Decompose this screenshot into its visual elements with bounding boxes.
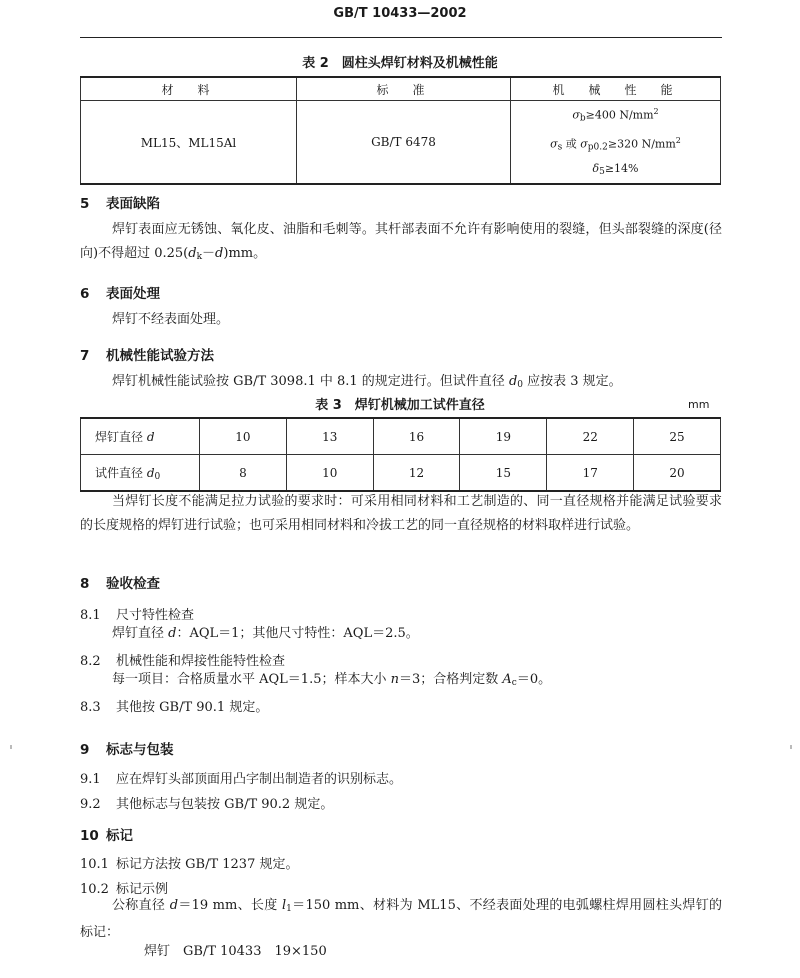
table3-cell: 19 bbox=[460, 418, 547, 455]
section-5-heading: 5 表面缺陷 bbox=[80, 196, 160, 212]
section-7-heading: 7 机械性能试验方法 bbox=[80, 348, 214, 364]
section-7-note: 当焊钉长度不能满足拉力试验的要求时：可采用相同材料和工艺制造的、同一直径规格并能满足试验要求的长度规格的焊钉进行试验；也可采用相同材料和冷拔工艺的同一直径规格的材料取样进行试验。 bbox=[80, 494, 722, 533]
section-6-heading: 6 表面处理 bbox=[80, 286, 160, 302]
table3-cell: 13 bbox=[286, 418, 373, 455]
table3 bbox=[80, 417, 721, 492]
table3-unit: mm bbox=[688, 398, 710, 411]
prop-yield: $\sigma_s$ 或 $\sigma_{p0.2}\ge 320$ $N/mm^2$ bbox=[550, 135, 681, 153]
table3-cell: 22 bbox=[547, 418, 634, 455]
table3-cell: 15 bbox=[460, 455, 547, 492]
table3-cell: 16 bbox=[373, 418, 460, 455]
table3-cell: 10 bbox=[200, 418, 287, 455]
section-5-text: 焊钉表面应无锈蚀、氧化皮、油脂和毛刺等。其杆部表面不允许有影响使用的裂缝，但头部裂缝的深度(径向)不得超过 $0.25(d_k-d)mm$。 bbox=[80, 222, 722, 262]
section-8-heading: 8 验收检查 bbox=[80, 576, 160, 592]
section-10-2-heading: 10.2 标记示例 bbox=[80, 882, 169, 897]
section-9-1: 9.1 应在焊钉头部顶面用凸字制出制造者的识别标志。 bbox=[80, 772, 403, 787]
table3-row2-label: 试件直径 $d_0$ bbox=[81, 455, 200, 492]
table2-header-standard: 标 准 bbox=[297, 77, 511, 101]
table2-header-properties: 机 械 性 能 bbox=[511, 77, 721, 101]
section-8-1-text: 焊钉直径 d：AQL＝1；其他尺寸特性：AQL＝2.5。 bbox=[112, 626, 419, 641]
table2-caption: 表 2 圆柱头焊钉材料及机械性能 bbox=[302, 56, 498, 71]
section-8-1-heading: 8.1 尺寸特性检查 bbox=[80, 608, 195, 623]
section-9-heading: 9 标志与包装 bbox=[80, 742, 174, 758]
table3-cell: 12 bbox=[373, 455, 460, 492]
section-10-1: 10.1 标记方法按 GB/T 1237 规定。 bbox=[80, 857, 299, 872]
header-rule bbox=[80, 37, 722, 38]
section-7-text: 焊钉机械性能试验按 GB/T 3098.1 中 8.1 的规定进行。但试件直径 $d_0$ 应按表 3 规定。 bbox=[112, 374, 622, 390]
table3-caption: 表 3 焊钉机械加工试件直径 bbox=[315, 398, 485, 413]
prop-elongation: $\delta_5\ge 14\%$ bbox=[592, 162, 639, 178]
section-8-3: 8.3 其他按 GB/T 90.1 规定。 bbox=[80, 700, 269, 715]
table2-properties bbox=[511, 101, 721, 185]
table3-row1-label: 焊钉直径 d bbox=[81, 418, 200, 455]
table2-header-material: 材 料 bbox=[81, 77, 297, 101]
section-9-2: 9.2 其他标志与包装按 GB/T 90.2 规定。 bbox=[80, 797, 334, 812]
prop-tensile: $\sigma_b\ge 400$ $N/mm^2$ bbox=[572, 107, 659, 124]
scan-mark bbox=[10, 745, 12, 749]
table3-cell: 17 bbox=[547, 455, 634, 492]
section-6-text: 焊钉不经表面处理。 bbox=[112, 312, 230, 327]
table2-standard: GB/T 6478 bbox=[297, 101, 511, 185]
table3-cell: 20 bbox=[634, 455, 721, 492]
table3-row-specimen-diameter bbox=[81, 455, 721, 492]
marking-example: 焊钉 GB/T 10433 19×150 bbox=[144, 944, 327, 959]
table3-cell: 8 bbox=[200, 455, 287, 492]
scan-mark bbox=[790, 745, 792, 749]
table3-cell: 10 bbox=[286, 455, 373, 492]
page-header: GB/T 10433—2002 bbox=[333, 6, 467, 21]
section-8-2-heading: 8.2 机械性能和焊接性能特性检查 bbox=[80, 654, 286, 669]
table3-cell: 25 bbox=[634, 418, 721, 455]
table2 bbox=[80, 76, 721, 185]
section-8-2-text: 每一项目：合格质量水平 AQL＝1.5；样本大小 n＝3；合格判定数 $A_c=0$。 bbox=[112, 672, 552, 688]
table3-row-bolt-diameter bbox=[81, 418, 721, 455]
table2-material: ML15、ML15Al bbox=[81, 101, 297, 185]
section-10-heading: 10 标记 bbox=[80, 828, 133, 844]
section-10-2-text: 公称直径 d＝19 mm、长度 $l_1=150$ mm、材料为 ML15、不经表面处理的电弧螺柱焊用圆柱头焊钉的标记： bbox=[80, 898, 723, 940]
